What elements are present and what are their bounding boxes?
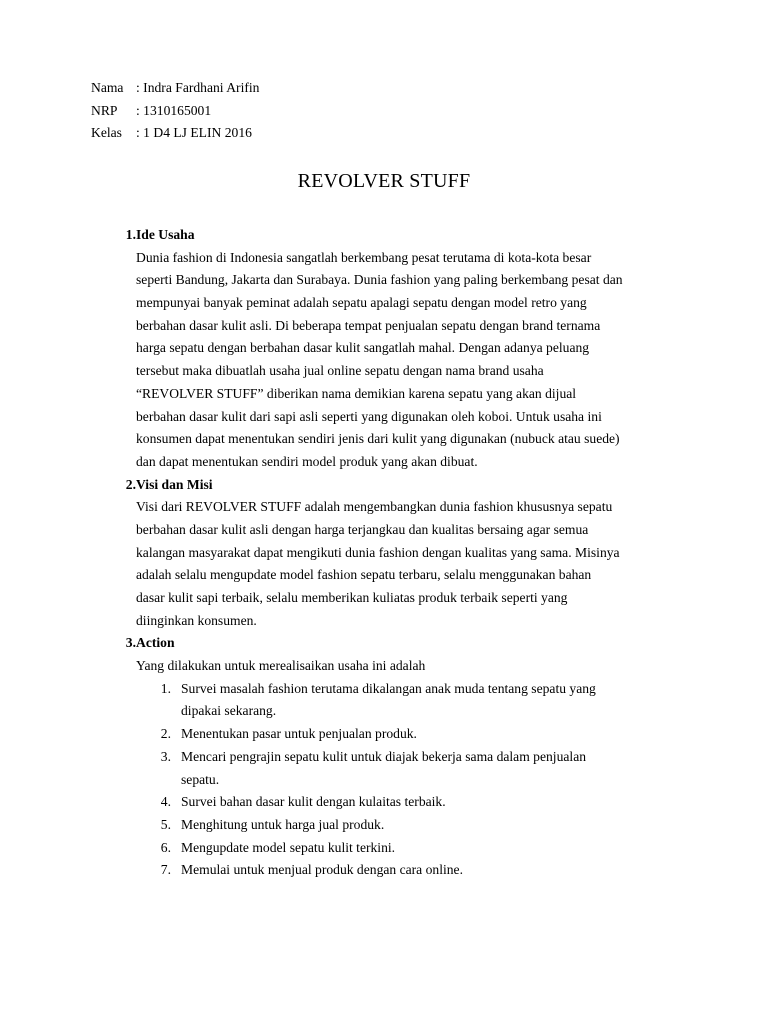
step-number: 3. <box>160 748 171 764</box>
action-step <box>136 791 691 814</box>
action-step <box>136 814 691 837</box>
name-row <box>91 77 259 100</box>
step-line: Mengupdate model sepatu kulit terkini. <box>181 839 396 855</box>
paragraph-line: diinginkan konsumen. <box>136 612 257 628</box>
paragraph-line: Dunia fashion di Indonesia sangatlah berkembang pesat terutama di kota-kota besar <box>136 249 592 265</box>
paragraph-line: berbahan dasar kulit asli. Di beberapa tempat penjualan sepatu dengan brand ternama <box>136 317 601 333</box>
paragraph-line: konsumen dapat menentukan sendiri jenis dari kulit yang digunakan (nubuck atau suede) <box>136 431 620 447</box>
step-number: 2. <box>160 726 171 742</box>
paragraph-line: tersebut maka dibuatlah usaha jual online sepatu dengan nama brand usaha <box>136 363 544 379</box>
kelas-row <box>91 122 259 145</box>
paragraph-line: berbahan dasar kulit asli dengan harga terjangkau dan kualitas bersaing agar semua <box>136 521 589 537</box>
step-number: 4. <box>160 794 171 810</box>
step-number: 5. <box>160 816 171 832</box>
step-line: sepatu. <box>181 771 220 787</box>
paragraph-line: mempunyai banyak peminat adalah sepatu apalagi sepatu dengan model retro yang <box>136 295 587 310</box>
section-paragraph <box>136 496 691 632</box>
section-number: 1. <box>125 227 136 242</box>
paragraph-line: Yang dilakukan untuk merealisaikan usaha ini adalah <box>136 658 426 674</box>
section-number: 2. <box>125 476 136 492</box>
name-value: : Indra Fardhani Arifin <box>136 80 260 95</box>
section-paragraph <box>136 247 691 474</box>
step-line: dipakai sekarang. <box>181 703 277 719</box>
section-paragraph <box>136 655 691 678</box>
section-title: Action <box>136 635 175 651</box>
step-number: 7. <box>160 862 171 878</box>
kelas-value: : 1 D4 LJ ELIN 2016 <box>136 125 252 141</box>
step-line: Menentukan pasar untuk penjualan produk. <box>181 726 417 742</box>
action-step <box>136 746 691 791</box>
step-line: Survei bahan dasar kulit dengan kulaitas terbaik. <box>181 794 446 810</box>
paragraph-line: kalangan masyarakat dapat mengikuti dunia fashion dengan kualitas yang sama. Misinya <box>136 544 620 560</box>
paragraph-line: dan dapat menentukan sendiri model produk yang akan dibuat. <box>136 453 478 469</box>
section-heading <box>91 474 691 497</box>
step-number: 6. <box>160 839 171 855</box>
step-line: Menghitung untuk harga jual produk. <box>181 816 385 832</box>
section-visi-misi <box>91 474 691 633</box>
nrp-label: NRP <box>91 102 118 118</box>
paragraph-line: seperti Bandung, Jakarta dan Surabaya. Dunia fashion yang paling berkembang pesat dan <box>136 272 623 288</box>
document-title: REVOLVER STUFF <box>297 170 471 192</box>
paragraph-line: harga sepatu dengan berbahan dasar kulit sangatlah mahal. Dengan adanya peluang <box>136 340 590 356</box>
paragraph-line: berbahan dasar kulit dari sapi asli seperti yang digunakan oleh koboi. Untuk usaha ini <box>136 408 602 424</box>
section-title: Visi dan Misi <box>136 476 213 492</box>
paragraph-line: Visi dari REVOLVER STUFF adalah mengembangkan dunia fashion khususnya sepatu <box>136 499 613 515</box>
step-number: 1. <box>160 680 171 696</box>
paragraph-line: “REVOLVER STUFF” diberikan nama demikian karena sepatu yang akan dijual <box>136 385 577 401</box>
section-heading <box>91 224 691 247</box>
section-title: Ide Usaha <box>136 227 195 242</box>
step-line: Memulai untuk menjual produk dengan cara online. <box>181 862 463 878</box>
action-step <box>136 859 691 882</box>
section-heading <box>91 632 691 655</box>
name-label: Nama <box>91 80 124 95</box>
action-steps-list <box>136 678 691 882</box>
step-line: Survei masalah fashion terutama dikalangan anak muda tentang sepatu yang <box>181 680 596 696</box>
section-action <box>91 632 691 882</box>
nrp-value: : 1310165001 <box>136 102 212 118</box>
student-info <box>91 77 259 145</box>
action-step <box>136 837 691 860</box>
sections-list <box>91 224 691 882</box>
action-step <box>136 723 691 746</box>
kelas-label: Kelas <box>91 125 122 141</box>
paragraph-line: adalah selalu mengupdate model fashion sepatu terbaru, selalu menggunakan bahan <box>136 567 592 583</box>
action-step <box>136 678 691 723</box>
paragraph-line: dasar kulit sapi terbaik, selalu memberikan kuliatas produk terbaik seperti yang <box>136 590 568 606</box>
section-ide-usaha <box>91 224 691 474</box>
section-number: 3. <box>125 635 136 651</box>
step-line: Mencari pengrajin sepatu kulit untuk diajak bekerja sama dalam penjualan <box>181 748 587 764</box>
nrp-row <box>91 100 259 123</box>
